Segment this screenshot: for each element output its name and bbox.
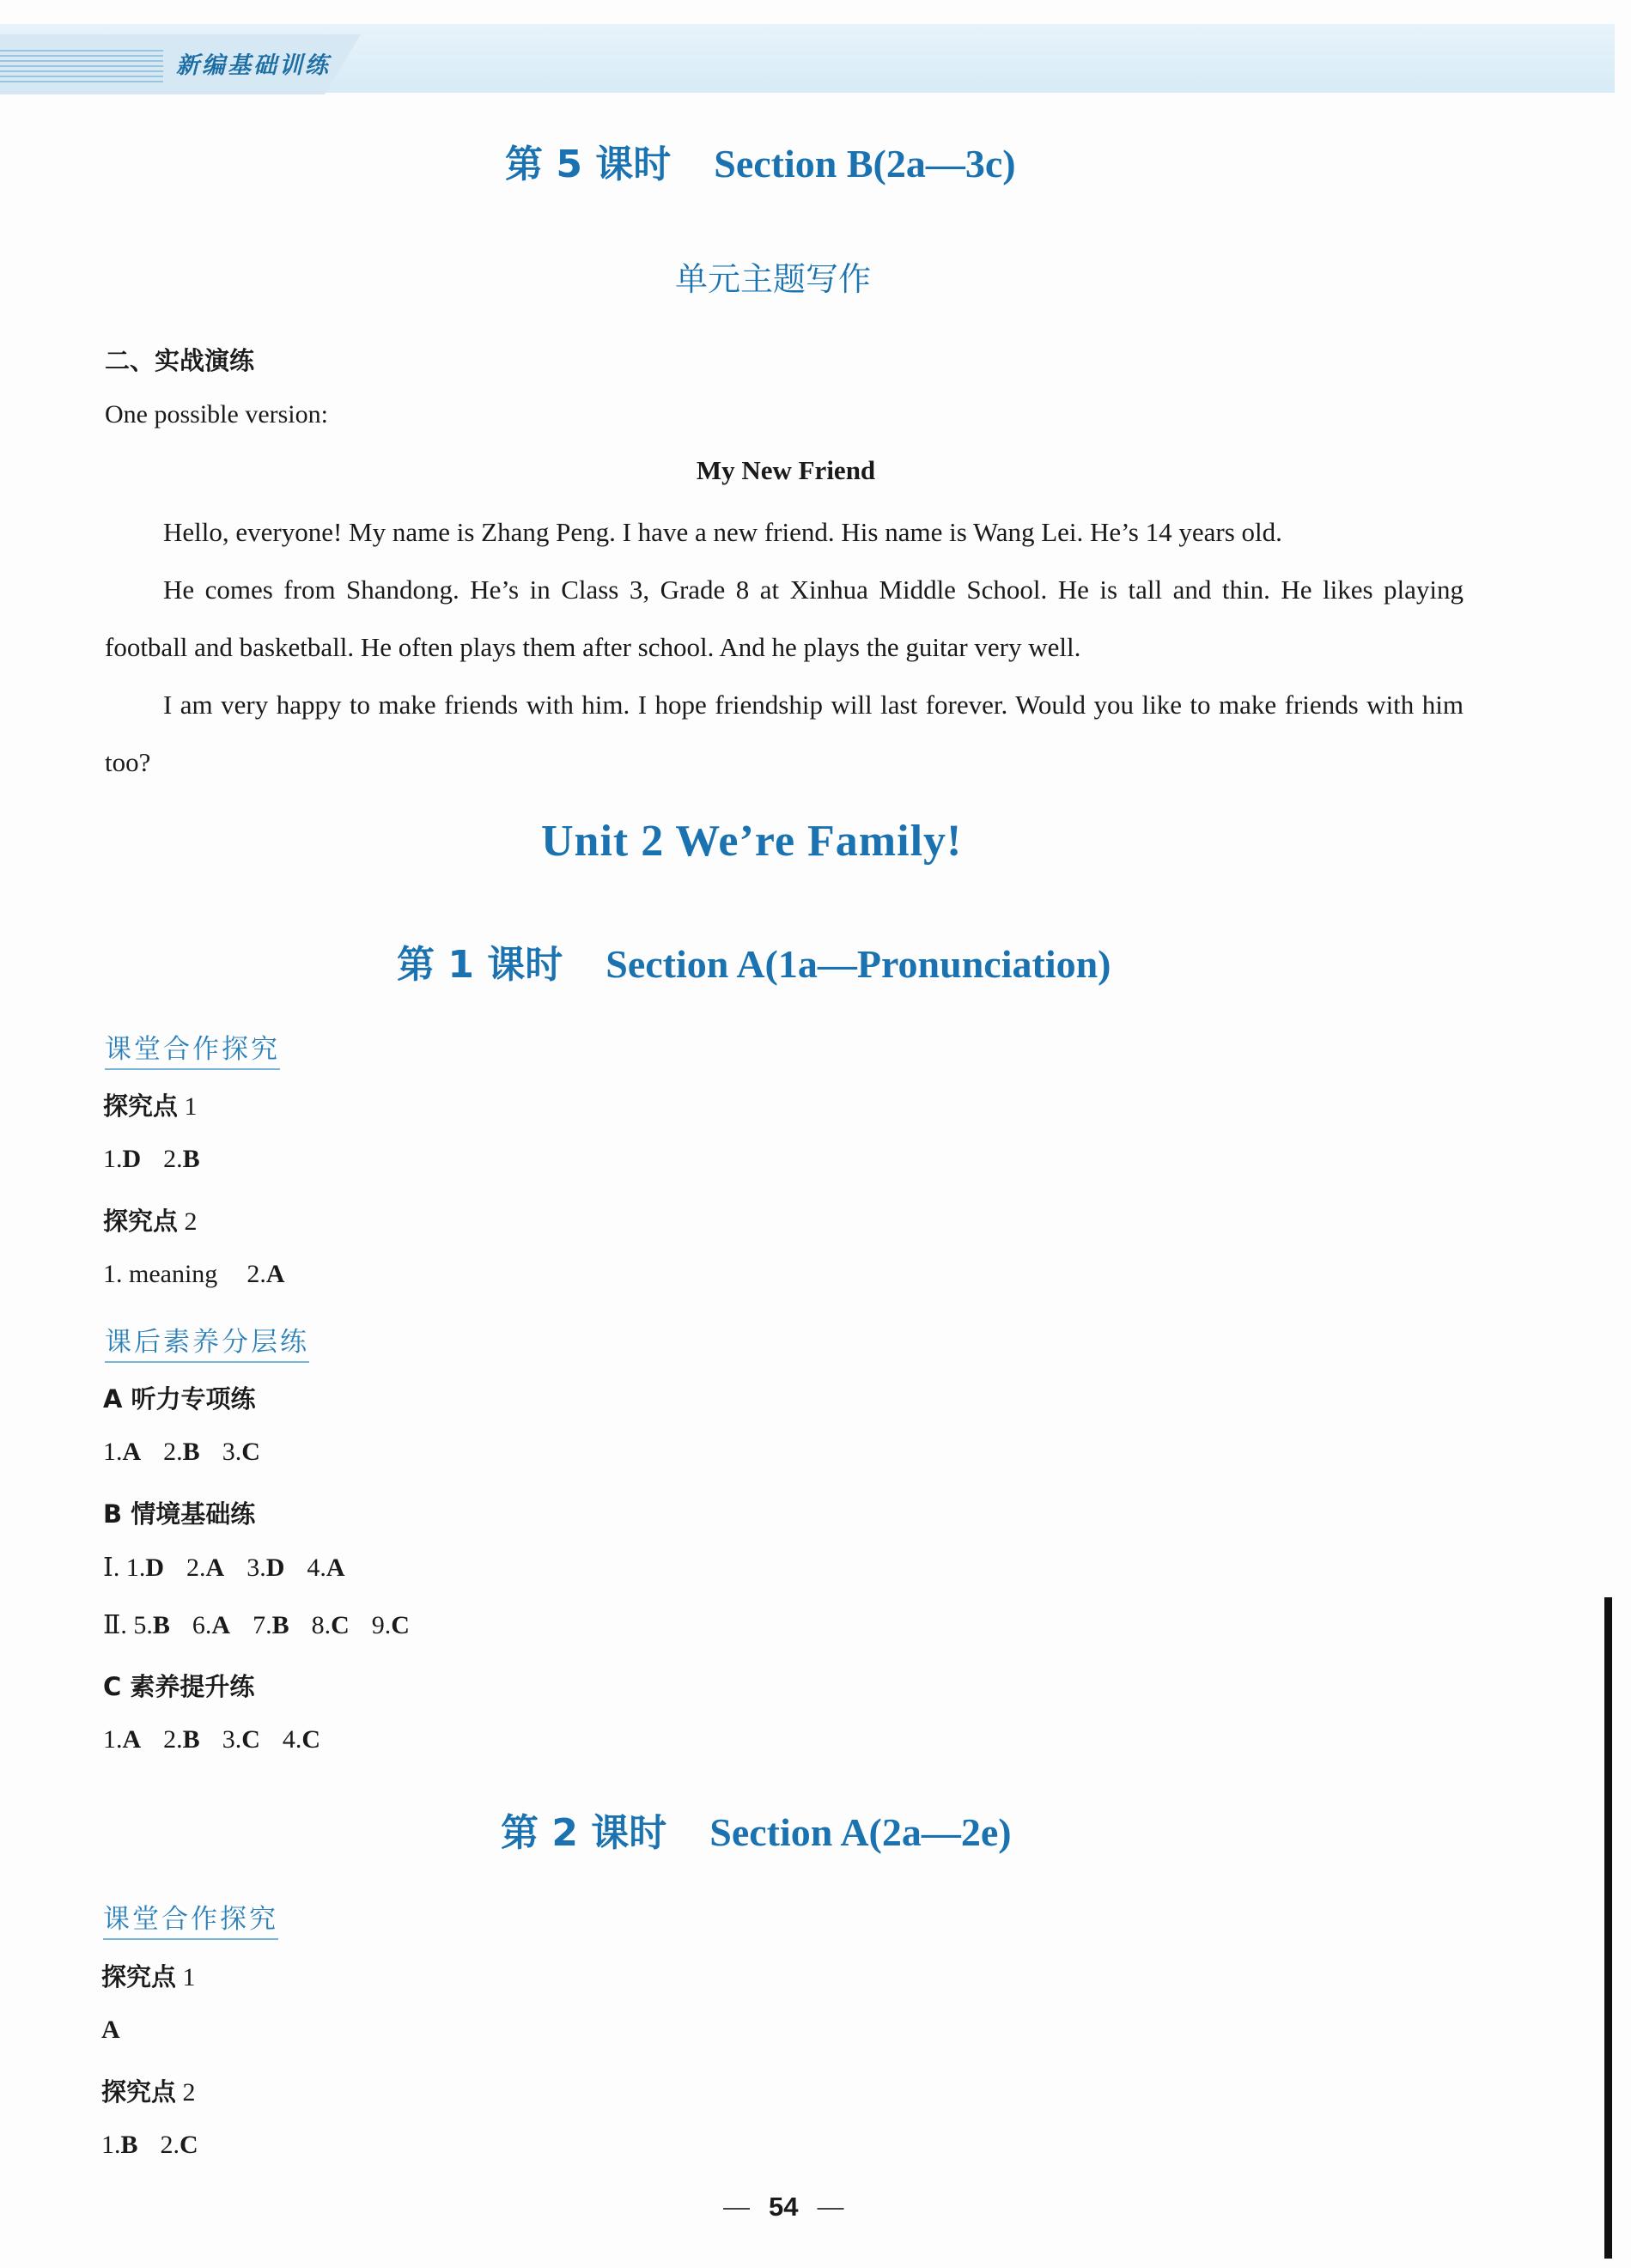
answer-value: C	[391, 1611, 410, 1639]
point1-label	[103, 1087, 198, 1122]
l2-point1-answer: A	[101, 2016, 120, 2044]
answer-num: 2.	[160, 2131, 180, 2159]
answer-value: C	[241, 1725, 260, 1754]
category-classroom-2: 课堂合作探究	[103, 1897, 278, 1940]
version-label: One possible version:	[105, 400, 328, 429]
essay-paragraph-2: He comes from Shandong. He’s in Class 3, Grade 8 at Xinhua Middle School. He is tall and thin. He likes playing football and basketball. He often plays them after school. And he plays the guitar very well.	[105, 575, 1464, 662]
answer-value: A	[211, 1611, 231, 1639]
answer-num: 1.	[103, 1725, 123, 1754]
part-c-label: C 素养提升练	[103, 1672, 255, 1701]
point1-text: 探究点	[101, 1962, 177, 1991]
answer-value: B	[182, 1145, 200, 1173]
answer-num: 7.	[253, 1611, 272, 1639]
lesson2-heading-cn: 第 2 课时	[501, 1811, 667, 1855]
answer-num: 3.	[246, 1554, 266, 1582]
lesson2-heading	[501, 1802, 1012, 1857]
answer-num: 1.	[101, 2131, 121, 2159]
answer-value: C	[301, 1725, 321, 1754]
l2-point1-label	[101, 1958, 196, 1993]
answer-value: C	[241, 1438, 260, 1466]
scan-edge	[1604, 1597, 1612, 2259]
answer-value: D	[145, 1554, 165, 1582]
dash-right: —	[817, 2192, 844, 2222]
point2-text: 探究点	[103, 1207, 179, 1236]
point2-text: 探究点	[101, 2077, 177, 2107]
point2-num: 2	[184, 1207, 198, 1236]
answer-value: B	[120, 2131, 138, 2159]
lesson5-subheading: 单元主题写作	[675, 260, 872, 298]
point2-label	[103, 1202, 198, 1237]
unit-title: Unit 2 We’re Family!	[541, 817, 963, 866]
answer-num: 9.	[371, 1611, 392, 1639]
answer-value: A	[122, 1438, 142, 1466]
answer-value: C	[331, 1611, 350, 1639]
l2-point2-answers	[101, 2131, 198, 2160]
lesson1-heading-en: Section A(1a—Pronunciation)	[606, 942, 1111, 986]
answer-value: D	[122, 1145, 142, 1173]
point1-answers	[103, 1145, 200, 1174]
answer-value: A	[205, 1554, 225, 1582]
point2-num: 2	[182, 2078, 196, 2107]
answer-value: A	[326, 1554, 345, 1582]
answer-num: 6.	[192, 1611, 212, 1639]
point1-num: 1	[182, 1963, 196, 1991]
part-a-label: A 听力专项练	[103, 1384, 256, 1414]
essay-paragraph-3: I am very happy to make friends with him. I hope friendship will last forever. Would you like to make friends with him too?	[105, 690, 1464, 777]
part-b-label: B 情境基础练	[103, 1499, 256, 1529]
answer-num: 2.	[163, 1438, 183, 1466]
answer-num: 2.	[246, 1260, 266, 1288]
lesson2-heading-en: Section A(2a—2e)	[709, 1810, 1012, 1854]
answer-num: 2.	[186, 1554, 206, 1582]
answer-value: B	[152, 1611, 170, 1639]
roman-numeral: Ⅰ.	[103, 1554, 126, 1582]
lesson1-heading-cn: 第 1 课时	[397, 943, 563, 987]
answer-num: 2.	[163, 1145, 183, 1173]
answer-num: 8.	[311, 1611, 332, 1639]
answer-value: C	[180, 2131, 198, 2159]
point1-text: 探究点	[103, 1091, 179, 1121]
part-b-row2	[103, 1610, 410, 1640]
answer-num: 3.	[222, 1438, 242, 1466]
dash-left: —	[723, 2192, 750, 2222]
l2-point2-label	[101, 2073, 196, 2108]
answer-value: A	[122, 1725, 142, 1754]
answer-num: 1.	[103, 1438, 123, 1466]
point1-num: 1	[184, 1092, 198, 1121]
answer-num: 3.	[222, 1725, 242, 1754]
category-classroom: 课堂合作探究	[105, 1027, 280, 1070]
answer-num: 2.	[163, 1725, 183, 1754]
answer-value: B	[182, 1438, 200, 1466]
answer-value: A	[265, 1260, 285, 1288]
part-b-row1	[103, 1553, 345, 1583]
essay-title: My New Friend	[696, 455, 876, 485]
answer-value: B	[271, 1611, 289, 1639]
essay-paragraph-1: Hello, everyone! My name is Zhang Peng. I have a new friend. His name is Wang Lei. He’s 14 years old.	[163, 517, 1282, 547]
book-title: 新编基础训练	[176, 52, 331, 79]
lesson1-heading	[397, 933, 1111, 988]
answer-num: 1.	[103, 1145, 123, 1173]
answer-value: D	[265, 1554, 285, 1582]
lesson5-heading-en: Section B(2a—3c)	[714, 142, 1016, 185]
answer-num: 1.	[125, 1554, 146, 1582]
lesson5-heading-cn: 第 5 课时	[505, 143, 672, 186]
part-a-answers	[103, 1438, 260, 1467]
answer-text: 1. meaning	[103, 1260, 218, 1288]
answer-value: B	[182, 1725, 200, 1754]
category-after-class: 课后素养分层练	[105, 1320, 309, 1363]
answer-num: 4.	[282, 1725, 302, 1754]
page-number	[704, 2192, 862, 2222]
header-decoration	[0, 50, 163, 84]
lesson5-heading	[505, 133, 1016, 188]
roman-numeral: Ⅱ.	[103, 1611, 134, 1639]
page-number-value: 54	[769, 2192, 799, 2222]
part-c-answers	[103, 1725, 320, 1754]
part-label: 二、实战演练	[105, 346, 255, 375]
answer-num: 4.	[307, 1554, 326, 1582]
answer-num: 5.	[133, 1611, 153, 1639]
point2-answers	[103, 1260, 284, 1289]
